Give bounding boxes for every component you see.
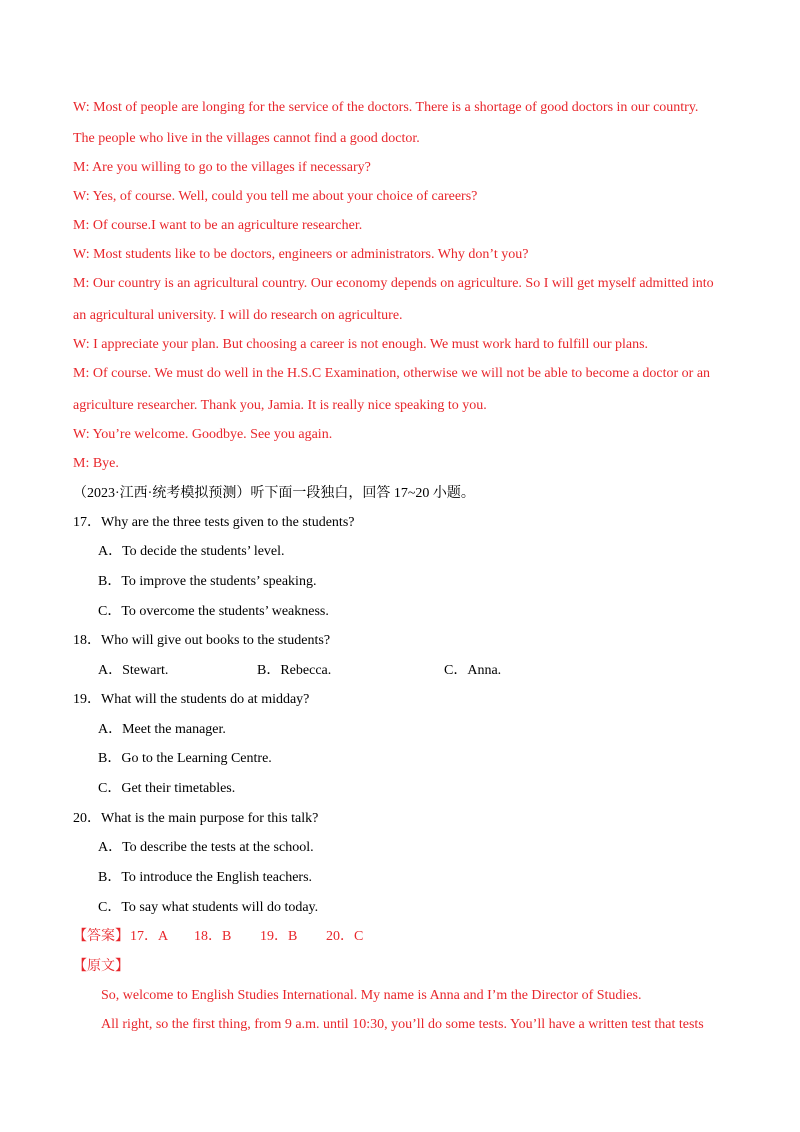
- question-20-stem: 20．What is the main purpose for this talk?: [73, 811, 319, 826]
- question-19-stem: 19．What will the students do at midday?: [73, 692, 310, 707]
- question-17-option-c: C．To overcome the students’ weakness.: [98, 604, 329, 619]
- dialogue-line: W: Most of people are longing for the service of the doctors. There is a shortage of good doctors in our country.: [73, 100, 699, 115]
- transcript-line: So, welcome to English Studies International. My name is Anna and I’m the Director of Studies.: [101, 988, 642, 1003]
- dialogue-line: The people who live in the villages cannot find a good doctor.: [73, 131, 420, 146]
- answer-label: 【答案】: [73, 929, 129, 944]
- question-20-option-b: B．To introduce the English teachers.: [98, 870, 313, 885]
- question-18-option-b: B．Rebecca.: [257, 663, 332, 678]
- answer-item: 19．B: [260, 929, 298, 944]
- question-18-option-c: C．Anna.: [444, 663, 502, 678]
- question-17-option-a: A．To decide the students’ level.: [98, 544, 285, 559]
- answer-key: [73, 928, 473, 946]
- dialogue-line: agriculture researcher. Thank you, Jamia. It is really nice speaking to you.: [73, 398, 487, 413]
- question-17-option-b: B．To improve the students’ speaking.: [98, 574, 317, 589]
- question-18-option-a: A．Stewart.: [98, 663, 169, 678]
- question-17-stem: 17．Why are the three tests given to the students?: [73, 515, 355, 530]
- answer-item: 17．A: [130, 929, 169, 944]
- dialogue-line: M: Are you willing to go to the villages if necessary?: [73, 160, 371, 175]
- question-18-stem: 18．Who will give out books to the students?: [73, 633, 331, 648]
- section-intro: （2023·江西·统考模拟预测）听下面一段独白，回答 17~20 小题。: [73, 486, 475, 501]
- question-20-option-c: C．To say what students will do today.: [98, 900, 319, 915]
- dialogue-line: W: Yes, of course. Well, could you tell me about your choice of careers?: [73, 189, 478, 204]
- dialogue-line: W: Most students like to be doctors, engineers or administrators. Why don’t you?: [73, 247, 529, 262]
- question-19-option-a: A．Meet the manager.: [98, 722, 226, 737]
- dialogue-line: an agricultural university. I will do research on agriculture.: [73, 308, 403, 323]
- dialogue-line: W: You’re welcome. Goodbye. See you again.: [73, 427, 333, 442]
- dialogue-line: M: Of course.I want to be an agriculture researcher.: [73, 218, 363, 233]
- dialogue-line: M: Our country is an agricultural country. Our economy depends on agriculture. So I will get myself admitted into: [73, 276, 714, 291]
- question-19-option-b: B．Go to the Learning Centre.: [98, 751, 272, 766]
- dialogue-line: M: Of course. We must do well in the H.S.C Examination, otherwise we will not be able to become a doctor or an: [73, 366, 711, 381]
- transcript-line: All right, so the first thing, from 9 a.m. until 10:30, you’ll do some tests. You’ll have a written test that tests: [101, 1017, 704, 1032]
- answer-item: 18．B: [194, 929, 232, 944]
- question-19-option-c: C．Get their timetables.: [98, 781, 236, 796]
- dialogue-line: W: I appreciate your plan. But choosing a career is not enough. We must work hard to fulfill our plans.: [73, 337, 649, 352]
- dialogue-line: M: Bye.: [73, 456, 119, 471]
- answer-item: 20．C: [326, 929, 364, 944]
- transcript-label: 【原文】: [73, 959, 129, 974]
- question-20-option-a: A．To describe the tests at the school.: [98, 840, 314, 855]
